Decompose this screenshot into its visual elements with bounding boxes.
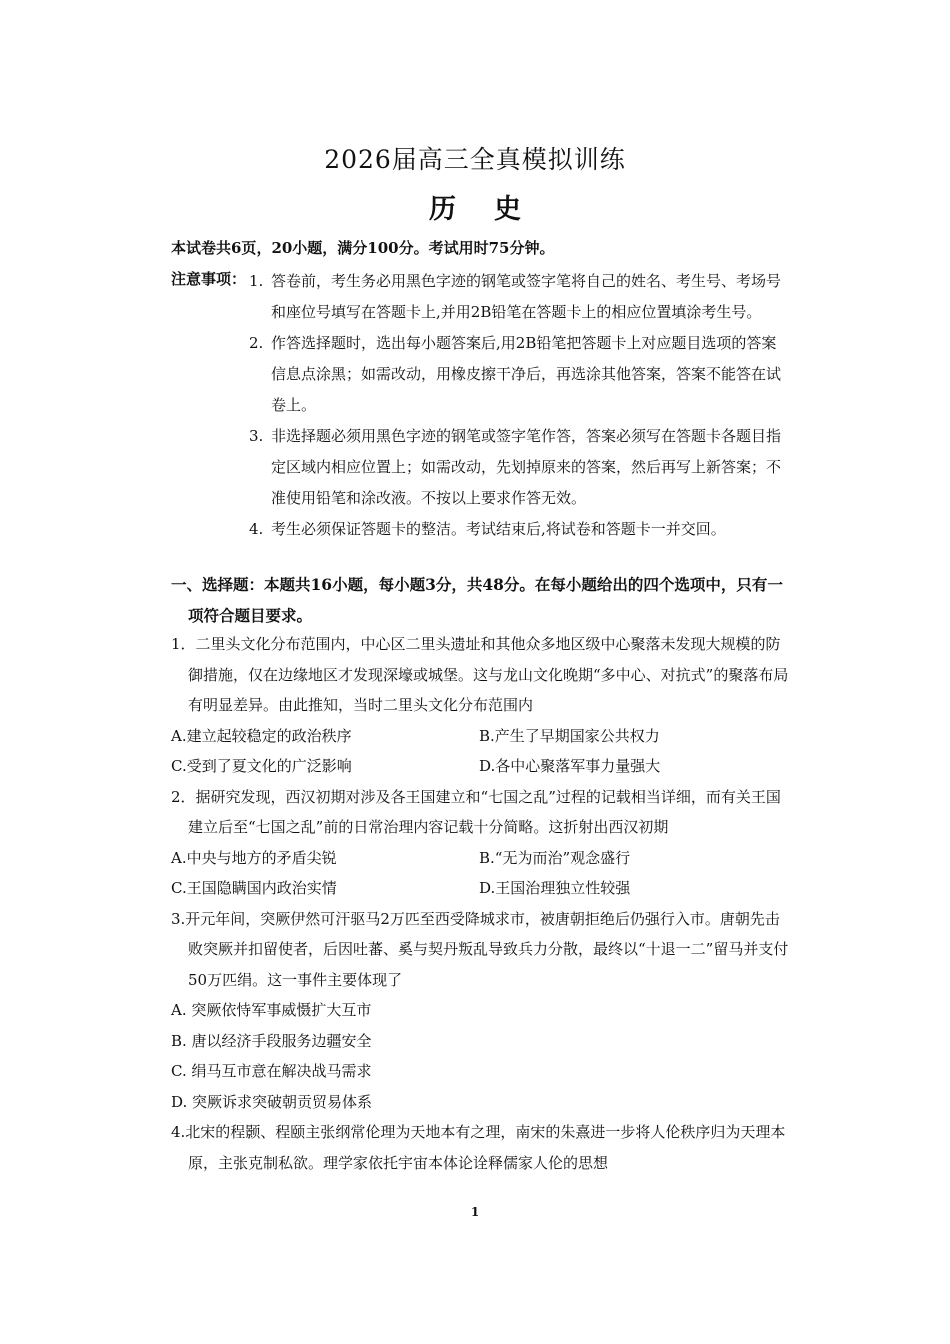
option-a: A. 突厥依恃军事威慑扩大互市 bbox=[171, 1001, 372, 1019]
notice-item-text: 考生必须保证答题卡的整洁。考试结束后,将试卷和答题卡一并交回。 bbox=[271, 520, 726, 538]
option-c: C.受到了夏文化的广泛影响 bbox=[171, 757, 352, 775]
notice-item bbox=[249, 421, 789, 514]
page-number: 1 bbox=[470, 1205, 480, 1219]
option-d: D.王国治理独立性较强 bbox=[479, 879, 631, 897]
question-stem: 4.北宋的程颢、程颐主张纲常伦理为天地本有之理，南宋的朱熹进一步将人伦秩序归为天理本原，主张克制私欲。理学家依托宇宙本体论诠释儒家人伦的思想 bbox=[171, 1123, 786, 1172]
option-list bbox=[171, 721, 791, 782]
option-a: A.中央与地方的矛盾尖锐 bbox=[171, 848, 337, 867]
notice-list bbox=[249, 266, 789, 545]
notice-item bbox=[249, 328, 789, 421]
question-4 bbox=[171, 1117, 791, 1178]
notice-item-number: 4. bbox=[249, 520, 264, 538]
subject-title: 历史 bbox=[429, 194, 559, 225]
option-d: D. 突厥诉求突破朝贡贸易体系 bbox=[171, 1092, 373, 1111]
exam-title: 2026届高三全真模拟训练 bbox=[324, 145, 626, 174]
question-2 bbox=[171, 782, 791, 904]
notice-item-number: 3. bbox=[249, 427, 264, 445]
option-c: C.王国隐瞒国内政治实情 bbox=[171, 879, 337, 897]
notice-item bbox=[249, 266, 789, 328]
notice-item bbox=[249, 514, 789, 545]
section-heading: 一、选择题：本题共16小题，每小题3分，共48分。在每小题给出的四个选项中，只有一项符合题目要求。 bbox=[171, 575, 783, 625]
question-stem: 3.开元年间，突厥伊然可汗驱马2万匹至西受降城求市，被唐朝拒绝后仍强行入市。唐朝先击败突厥并扣留使者，后因吐蕃、奚与契丹叛乱导致兵力分散，最终以“十退一二”留马并支付50万匹绢。这一事件主要体现了 bbox=[171, 909, 789, 989]
notice-item-number: 2. bbox=[249, 334, 264, 352]
notice-heading: 注意事项： bbox=[171, 270, 247, 288]
exam-intro: 本试卷共6页，20小题，满分100分。考试用时75分钟。 bbox=[171, 239, 555, 257]
option-c: C. 绢马互市意在解决战马需求 bbox=[171, 1062, 372, 1080]
question-stem: 2．据研究发现，西汉初期对涉及各王国建立和“七国之乱”过程的记载相当详细，而有关王国建立后至“七国之乱”前的日常治理内容记载十分简略。这折射出西汉初期 bbox=[171, 787, 781, 836]
option-d: D.各中心聚落军事力量强大 bbox=[479, 757, 661, 775]
option-b: B. 唐以经济手段服务边疆安全 bbox=[171, 1031, 372, 1050]
option-a: A.建立起较稳定的政治秩序 bbox=[171, 726, 352, 745]
question-stem: 1．二里头文化分布范围内，中心区二里头遗址和其他众多地区级中心聚落未发现大规模的防御措施，仅在边缘地区才发现深壕或城堡。这与龙山文化晚期“多中心、对抗式”的聚落布局有明显差异。由此推知，当时二里头文化分布范围内 bbox=[171, 635, 789, 714]
option-list bbox=[171, 843, 791, 904]
notice-item-number: 1. bbox=[249, 272, 264, 290]
notice-item-text: 答卷前，考生务必用黑色字迹的钢笔或签字笔将自己的姓名、考生号、考场号和座位号填写在答题卡上,并用2B铅笔在答题卡上的相应位置填涂考生号。 bbox=[271, 272, 782, 321]
option-b: B.产生了早期国家公共权力 bbox=[479, 726, 660, 745]
question-list bbox=[171, 629, 791, 1178]
question-1 bbox=[171, 629, 791, 782]
option-b: B.“无为而治”观念盛行 bbox=[479, 848, 631, 867]
question-3 bbox=[171, 904, 791, 1118]
option-list bbox=[171, 995, 791, 1117]
notice-item-text: 作答选择题时，选出每小题答案后,用2B铅笔把答题卡上对应题目选项的答案信息点涂黑；如需改动，用橡皮擦干净后，再选涂其他答案，答案不能答在试卷上。 bbox=[271, 334, 782, 414]
notice-item-text: 非选择题必须用黑色字迹的钢笔或签字笔作答，答案必须写在答题卡各题目指定区域内相应位置上；如需改动，先划掉原来的答案，然后再写上新答案；不准使用铅笔和涂改液。不按以上要求作答无效。 bbox=[271, 427, 782, 507]
